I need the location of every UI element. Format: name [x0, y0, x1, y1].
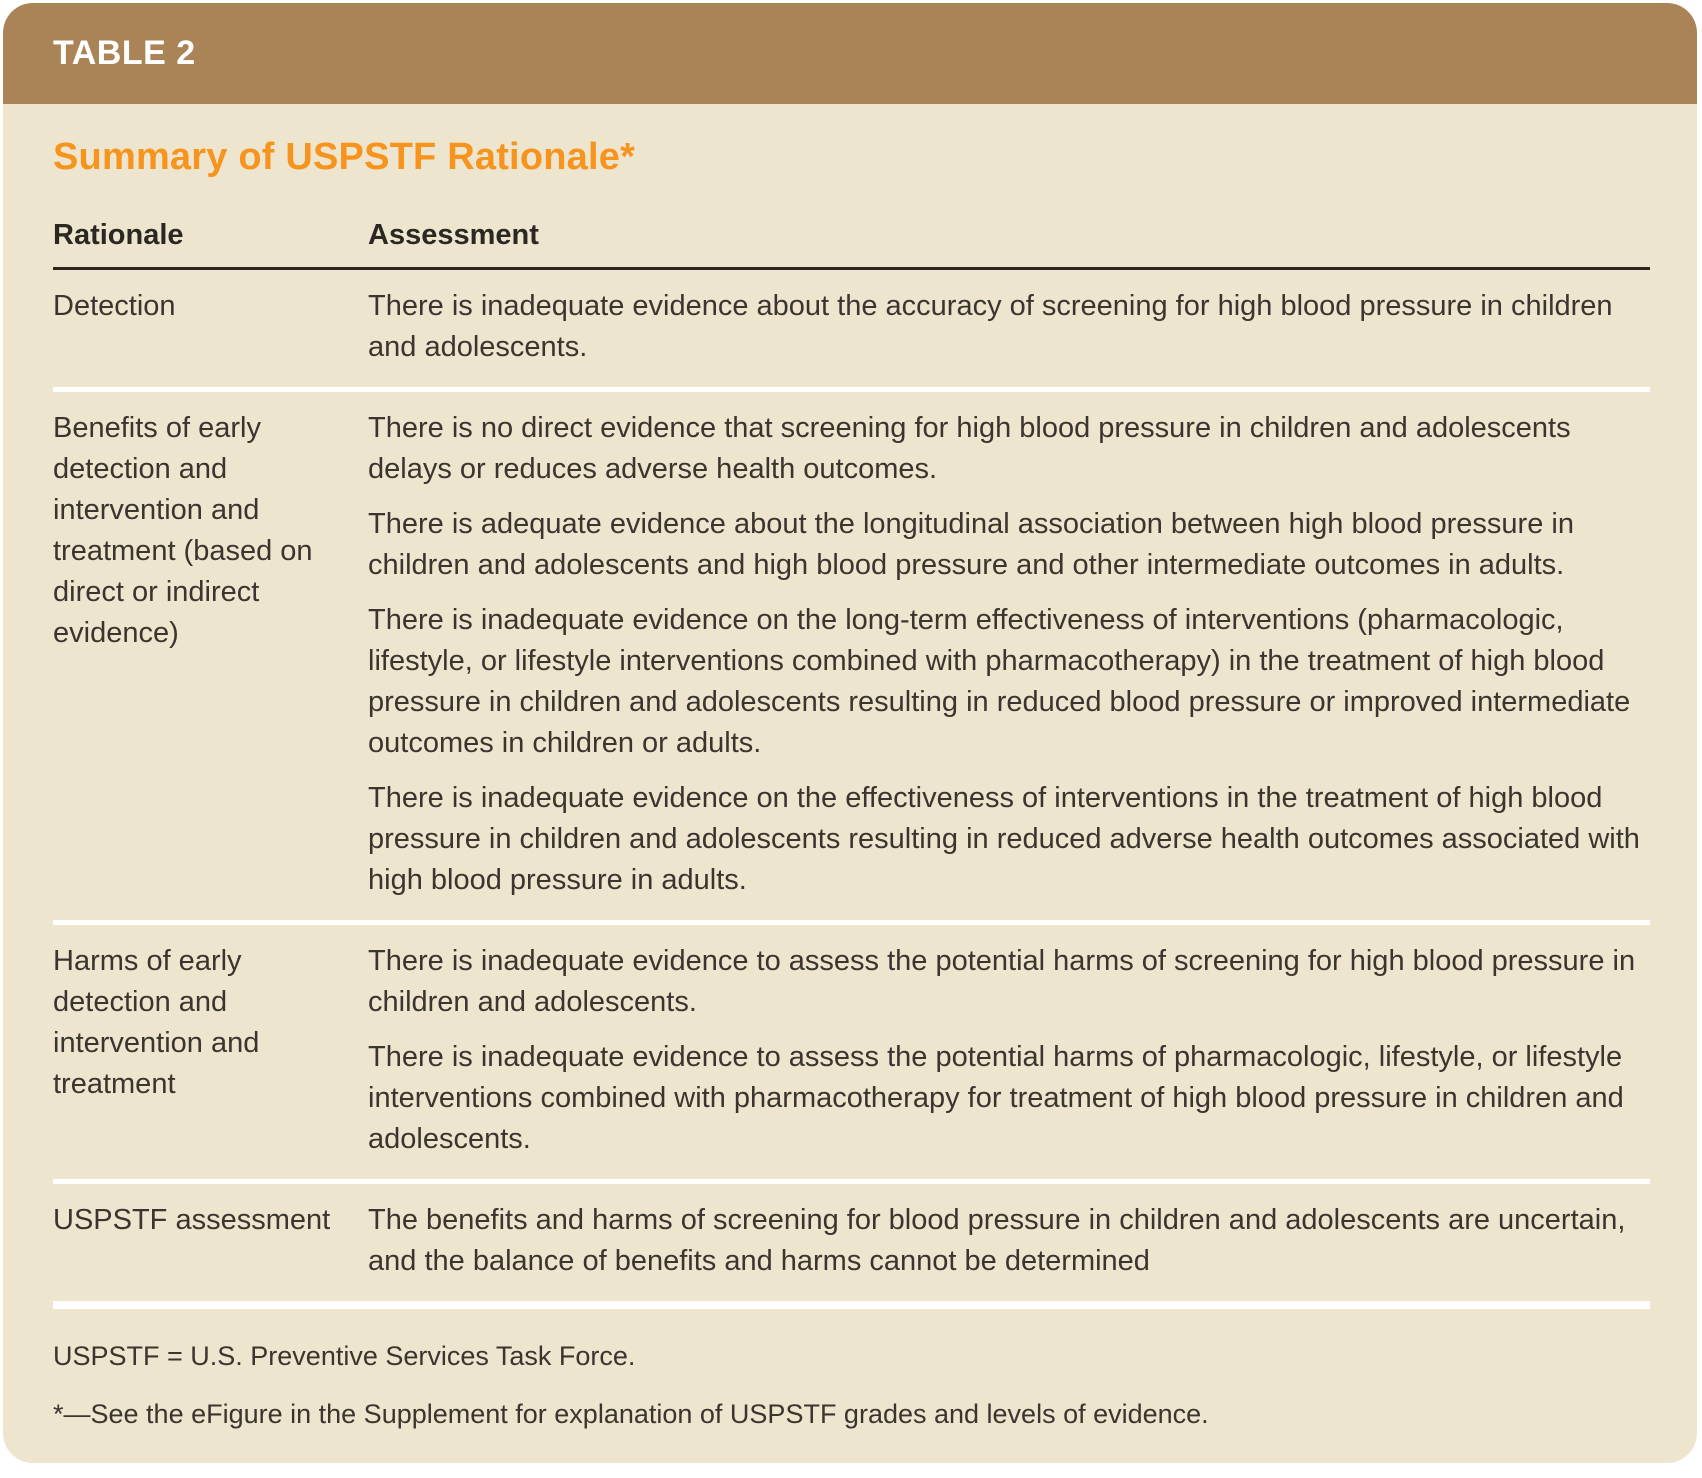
table-row	[53, 1184, 1650, 1309]
table-column-headers	[53, 219, 1650, 270]
assessment-cell	[368, 1200, 1650, 1282]
rationale-cell-detection: Detection	[53, 290, 176, 322]
table-header-bar	[3, 3, 1697, 104]
assessment-cell	[368, 286, 1650, 368]
column-header-rationale: Rationale	[53, 219, 184, 251]
table-number-label: TABLE 2	[53, 34, 196, 72]
assessment-paragraph: There is inadequate evidence to assess the potential harms of screening for high blood pressure in children and adolescents.	[368, 945, 1636, 1018]
footnote-abbreviation: USPSTF = U.S. Preventive Services Task Force.	[53, 1341, 636, 1371]
assessment-paragraph: There is inadequate evidence on the long-term effectiveness of interventions (pharmacologic, lifestyle, or lifestyle interventions combined with pharmacotherapy) in the treatment of high blood pressure in children and adolescents resulting in reduced blood pressure or improved intermediate outcomes in children or adults.	[368, 604, 1631, 759]
assessment-cell	[368, 408, 1650, 901]
table-title: Summary of USPSTF Rationale*	[53, 136, 636, 178]
assessment-paragraph: The benefits and harms of screening for blood pressure in children and adolescents are uncertain, and the balance of benefits and harms cannot be determined	[368, 1204, 1626, 1277]
assessment-cell	[368, 941, 1650, 1160]
table-row	[53, 270, 1650, 392]
rationale-cell-benefits: Benefits of early detection and intervention and treatment (based on direct or indirect evidence)	[53, 412, 313, 649]
table-body	[3, 136, 1697, 1431]
table-row	[53, 392, 1650, 925]
table-row	[53, 925, 1650, 1184]
assessment-paragraph: There is inadequate evidence on the effectiveness of interventions in the treatment of high blood pressure in children and adolescents resulting in reduced adverse health outcomes associated with high blood pressure in adults.	[368, 782, 1640, 896]
assessment-paragraph: There is no direct evidence that screening for high blood pressure in children and adolescents delays or reduces adverse health outcomes.	[368, 412, 1571, 485]
column-header-assessment: Assessment	[368, 219, 539, 251]
footnote-asterisk: *—See the eFigure in the Supplement for explanation of USPSTF grades and levels of evidence.	[53, 1399, 1209, 1429]
rationale-cell-uspstf-assessment: USPSTF assessment	[53, 1204, 331, 1236]
rationale-cell-harms: Harms of early detection and intervention and treatment	[53, 945, 260, 1100]
assessment-paragraph: There is inadequate evidence to assess the potential harms of pharmacologic, lifestyle, or lifestyle interventions combined with pharmacotherapy for treatment of high blood pressure in children and adolescents.	[368, 1041, 1624, 1155]
assessment-paragraph: There is adequate evidence about the longitudinal association between high blood pressure in children and adolescents and high blood pressure and other intermediate outcomes in adults.	[368, 508, 1574, 581]
table-card	[3, 3, 1697, 1463]
assessment-paragraph: There is inadequate evidence about the accuracy of screening for high blood pressure in children and adolescents.	[368, 290, 1613, 363]
table-footnotes	[53, 1339, 1650, 1431]
